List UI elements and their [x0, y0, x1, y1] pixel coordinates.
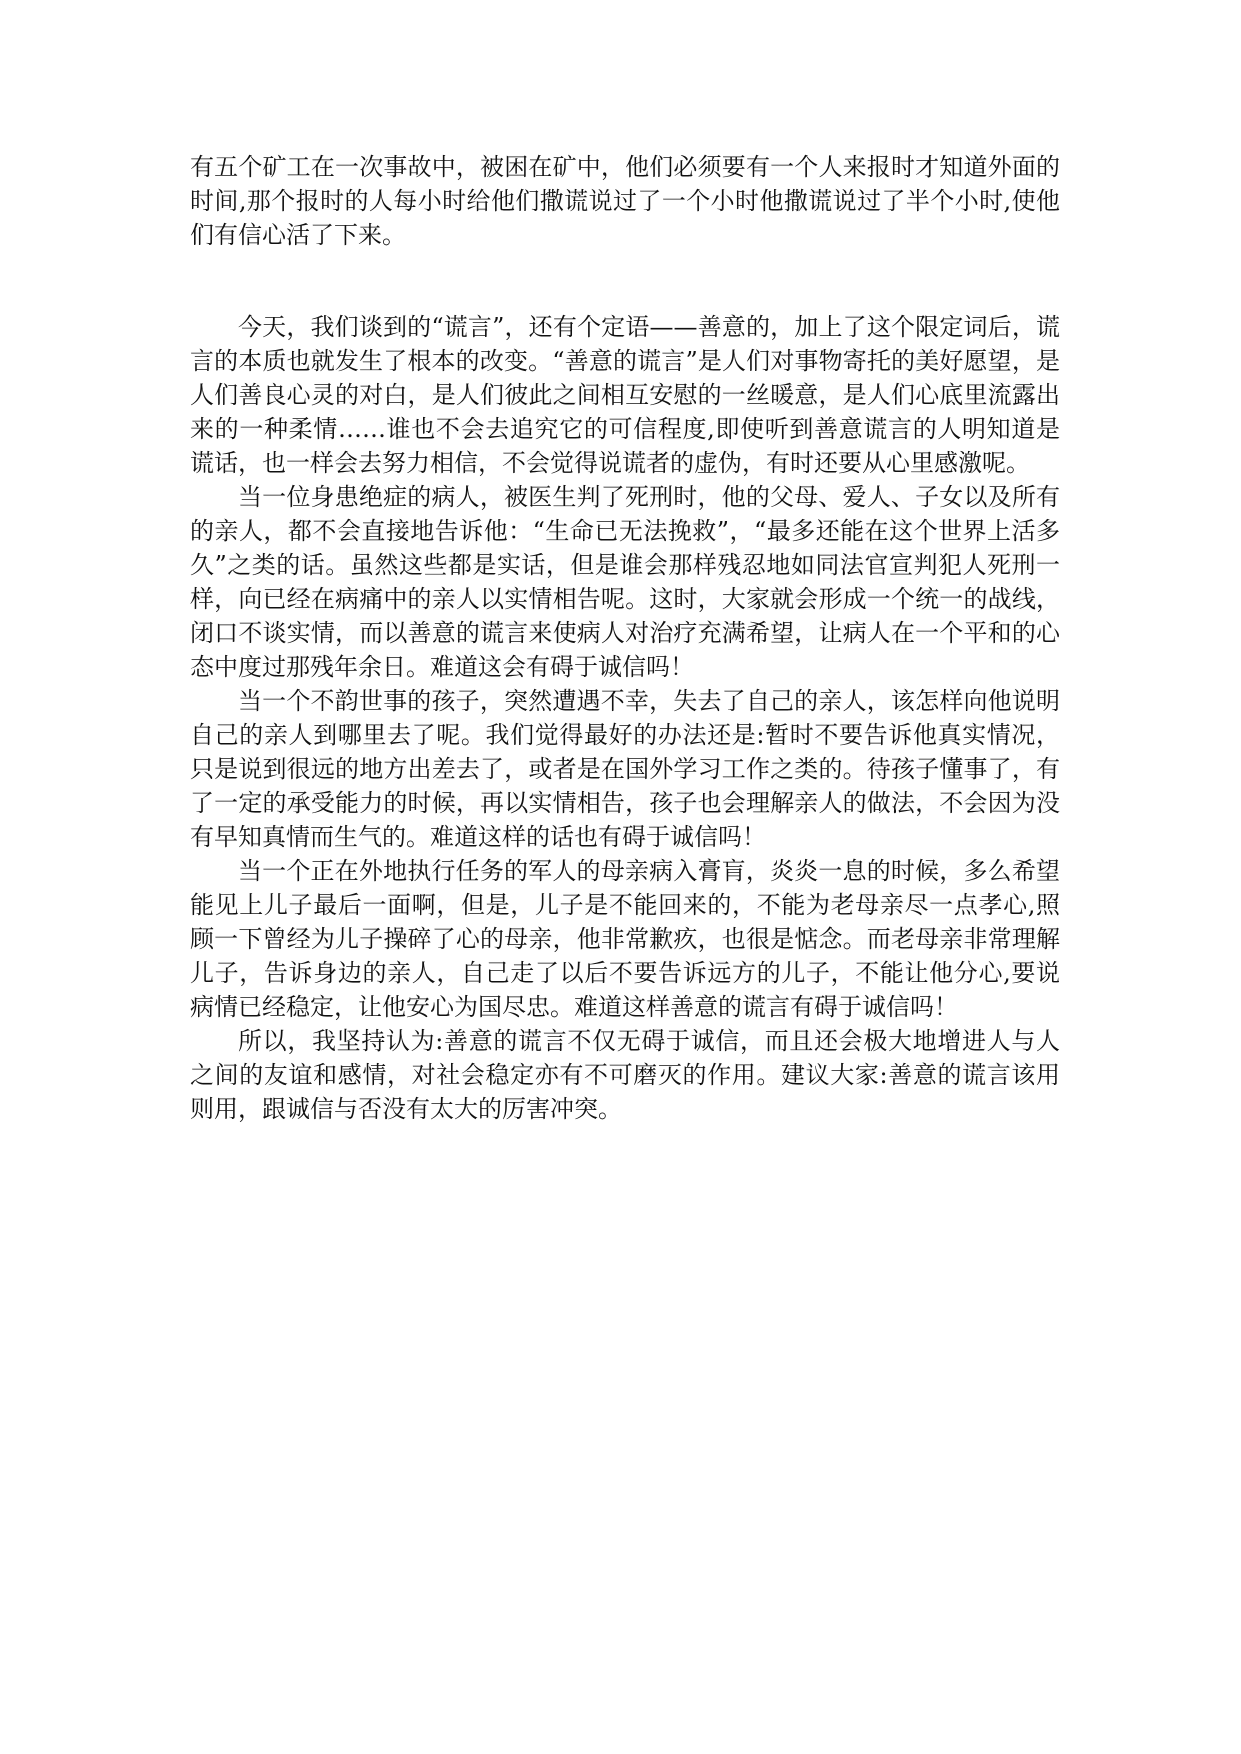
paragraph-2: 当一位身患绝症的病人，被医生判了死刑时，他的父母、爱人、子女以及所有的亲人，都不会直接地告诉他：“生命已无法挽救”，“最多还能在这个世界上活多久”之类的话。虽然这些都是实话，但是谁会那样残忍地如同法官宣判犯人死刑一样，向已经在病痛中的亲人以实情相告呢。这时，大家就会形成一个统一的战线，闭口不谈实情，而以善意的谎言来使病人对治疗充满希望，让病人在一个平和的心态中度过那残年余日。难道这会有碍于诚信吗！: [190, 483, 1060, 681]
intro-paragraph: 有五个矿工在一次事故中，被困在矿中，他们必须要有一个人来报时才知道外面的时间,那个报时的人每小时给他们撒谎说过了一个小时他撒谎说过了半个小时,使他们有信心活了下来。: [190, 153, 1060, 249]
paragraph-1: 今天，我们谈到的“谎言”，还有个定语——善意的，加上了这个限定词后，谎言的本质也就发生了根本的改变。“善意的谎言”是人们对事物寄托的美好愿望，是人们善良心灵的对白，是人们彼此之间相互安慰的一丝暖意，是人们心底里流露出来的一种柔情……谁也不会去追究它的可信程度,即使听到善意谎言的人明知道是谎话，也一样会去努力相信，不会觉得说谎者的虚伪，有时还要从心里感激呢。: [190, 313, 1060, 477]
paragraph-3: 当一个不韵世事的孩子，突然遭遇不幸，失去了自己的亲人，该怎样向他说明自己的亲人到哪里去了呢。我们觉得最好的办法还是:暂时不要告诉他真实情况，只是说到很远的地方出差去了，或者是在国外学习工作之类的。待孩子懂事了，有了一定的承受能力的时候，再以实情相告，孩子也会理解亲人的做法，不会因为没有早知真情而生气的。难道这样的话也有碍于诚信吗！: [190, 687, 1060, 851]
essay-body: [190, 310, 1060, 1126]
paragraph-5: 所以，我坚持认为:善意的谎言不仅无碍于诚信，而且还会极大地增进人与人之间的友谊和感情，对社会稳定亦有不可磨灭的作用。建议大家:善意的谎言该用则用，跟诚信与否没有太大的厉害冲突。: [190, 1027, 1060, 1123]
intro-section: [190, 150, 1060, 252]
paragraph-4: 当一个正在外地执行任务的军人的母亲病入膏肓，炎炎一息的时候，多么希望能见上儿子最后一面啊，但是，儿子是不能回来的，不能为老母亲尽一点孝心,照顾一下曾经为儿子操碎了心的母亲，他非常歉疚，也很是惦念。而老母亲非常理解儿子，告诉身边的亲人，自己走了以后不要告诉远方的儿子，不能让他分心,要说病情已经稳定，让他安心为国尽忠。难道这样善意的谎言有碍于诚信吗！: [190, 857, 1060, 1021]
